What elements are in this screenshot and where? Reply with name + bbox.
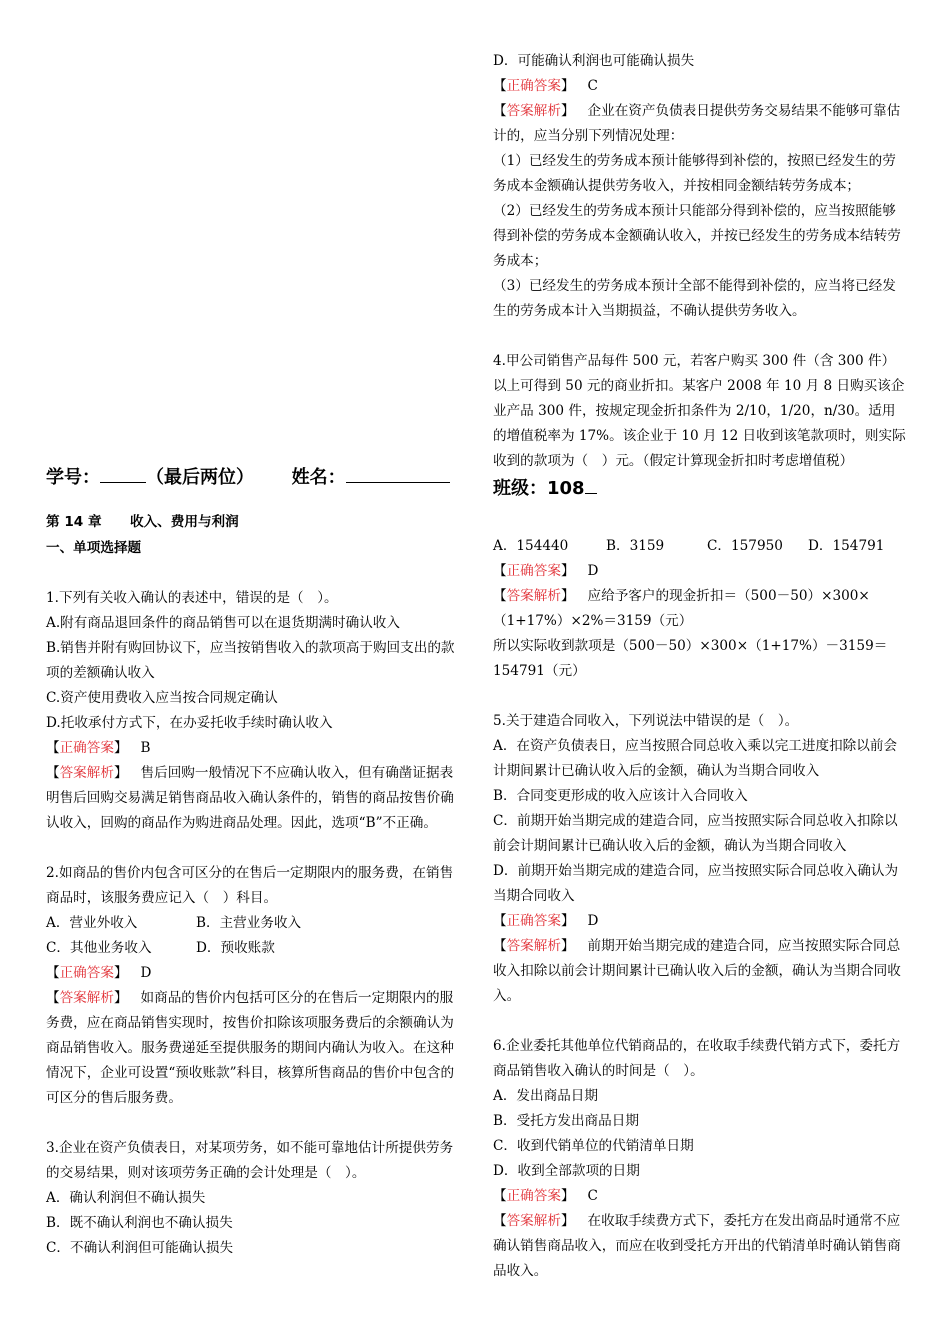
q3-explanation-point-3: （3）已经发生的劳务成本预计全部不能得到补偿的，应当将已经发生的劳务成本计入当期损益，不确认提供劳务收入。 bbox=[493, 278, 896, 319]
q6-explanation-text: 在收取手续费方式下，委托方在发出商品时通常不应确认销售商品收入，而应在收到受托方开出的代销清单时确认销售商品收入。 bbox=[493, 1213, 901, 1279]
chapter-title: 收入、费用与利润 bbox=[129, 514, 239, 530]
correct-answer-label: 正确答案 bbox=[59, 965, 114, 981]
q3-answer-value: C bbox=[587, 78, 598, 94]
q2-explanation: 【答案解析】 如商品的售价内包括可区分的在售后一定期限内的服务费，应在商品销售实现时，按售价扣除该项服务费后的余额确认为商品销售收入。服务费递延至提供服务的期间内确认为收入。在这种情况下，企业可设置“预收账款”科目，核算所售商品的售价中包含的可区分的售后服务费。 bbox=[46, 990, 455, 1106]
q2-option-d: D．预收账款 bbox=[196, 940, 275, 956]
left-column bbox=[46, 461, 458, 1261]
explanation-label: 答案解析 bbox=[506, 588, 561, 604]
name-label: 姓名： bbox=[291, 467, 346, 488]
q5-explanation-text: 前期开始当期完成的建造合同，应当按照实际合同总收入扣除以前会计期间累计已确认收入后的金额，确认为当期合同收入。 bbox=[493, 938, 901, 1004]
class-label bbox=[493, 474, 908, 504]
q1-option-d: D.托收承付方式下，在办妥托收手续时确认收入 bbox=[46, 715, 333, 731]
q4-option-c: C．157950 bbox=[707, 538, 783, 554]
explanation-label: 答案解析 bbox=[59, 990, 114, 1006]
q4-answer: 【正确答案】 D bbox=[493, 563, 599, 579]
q4-explanation-calc: 所以实际收到款项是（500－50）×300×（1+17%）－3159＝154791（元） bbox=[493, 638, 888, 679]
chapter-number: 第 14 章 bbox=[46, 514, 102, 530]
chapter-heading bbox=[46, 509, 458, 535]
q2-options-row-2 bbox=[46, 936, 458, 961]
q5-answer: 【正确答案】 D bbox=[493, 913, 599, 929]
q5-option-d: D．前期开始当期完成的建造合同，应当按照实际合同总收入确认为当期合同收入 bbox=[493, 863, 899, 904]
q3-explanation: 【答案解析】 企业在资产负债表日提供劳务交易结果不能够可靠估计的，应当分别下列情况处理： bbox=[493, 103, 901, 144]
q6-answer: 【正确答案】 C bbox=[493, 1188, 598, 1204]
correct-answer-label: 正确答案 bbox=[59, 740, 114, 756]
student-info-line bbox=[46, 461, 458, 495]
q3-stem: 3.企业在资产负债表日，对某项劳务，如不能可靠地估计所提供劳务的交易结果，则对该项劳务正确的会计处理是（ ）。 bbox=[46, 1140, 454, 1181]
q5-answer-value: D bbox=[587, 913, 599, 929]
explanation-label: 答案解析 bbox=[506, 938, 561, 954]
q3-option-d: D．可能确认利润也可能确认损失 bbox=[493, 53, 695, 69]
correct-answer-label: 正确答案 bbox=[506, 78, 561, 94]
q6-explanation: 【答案解析】 在收取手续费方式下，委托方在发出商品时通常不应确认销售商品收入，而应在收到受托方开出的代销清单时确认销售商品收入。 bbox=[493, 1213, 901, 1279]
q3-answer: 【正确答案】 C bbox=[493, 78, 598, 94]
class-value: 班级：108 bbox=[493, 478, 585, 499]
class-blank bbox=[585, 475, 597, 494]
q1-option-c: C.资产使用费收入应当按合同规定确认 bbox=[46, 690, 278, 706]
q3-option-c: C．不确认利润但可能确认损失 bbox=[46, 1240, 234, 1256]
q2-answer-value: D bbox=[140, 965, 152, 981]
q3-explanation-point-2: （2）已经发生的劳务成本预计只能部分得到补偿的，应当按照能够得到补偿的劳务成本金额确认收入，并按已经发生的劳务成本结转劳务成本； bbox=[493, 203, 901, 269]
right-column bbox=[493, 49, 908, 1284]
q5-stem: 5.关于建造合同收入，下列说法中错误的是（ ）。 bbox=[493, 713, 799, 729]
q1-explanation-text: 售后回购一般情况下不应确认收入，但有确凿证据表明售后回购交易满足销售商品收入确认条件的，销售的商品按售价确认收入，回购的商品作为购进商品处理。因此，选项“B”不正确。 bbox=[46, 765, 454, 831]
q4-options bbox=[493, 534, 908, 559]
q4-explanation: 【答案解析】 应给予客户的现金折扣＝（500－50）×300×（1+17%）×2%＝3159（元） bbox=[493, 588, 870, 629]
q2-stem: 2.如商品的售价内包含可区分的在售后一定期限内的服务费，在销售商品时，该服务费应记入（ ）科目。 bbox=[46, 865, 454, 906]
q1-option-a: A.附有商品退回条件的商品销售可以在退货期满时确认收入 bbox=[46, 615, 400, 631]
q5-option-b: B．合同变更形成的收入应该计入合同收入 bbox=[493, 788, 748, 804]
q4-explanation-text: 应给予客户的现金折扣＝（500－50）×300×（1+17%）×2%＝3159（元） bbox=[493, 588, 870, 629]
correct-answer-label: 正确答案 bbox=[506, 913, 561, 929]
q3-explanation-text: 企业在资产负债表日提供劳务交易结果不能够可靠估计的，应当分别下列情况处理： bbox=[493, 103, 901, 144]
q4-option-d: D．154791 bbox=[808, 538, 885, 554]
correct-answer-label: 正确答案 bbox=[506, 563, 561, 579]
q1-answer-value: B bbox=[140, 740, 151, 756]
q6-option-c: C．收到代销单位的代销清单日期 bbox=[493, 1138, 694, 1154]
q1-explanation: 【答案解析】 售后回购一般情况下不应确认收入，但有确凿证据表明售后回购交易满足销售商品收入确认条件的，销售的商品按售价确认收入，回购的商品作为购进商品处理。因此，选项“B”不正确。 bbox=[46, 765, 454, 831]
explanation-label: 答案解析 bbox=[506, 1213, 561, 1229]
q4-option-a: A．154440 bbox=[493, 538, 569, 554]
explanation-label: 答案解析 bbox=[506, 103, 561, 119]
q2-options-row-1 bbox=[46, 911, 458, 936]
q6-answer-value: C bbox=[587, 1188, 598, 1204]
q4-stem: 4.甲公司销售产品每件 500 元，若客户购买 300 件（含 300 件）以上可得到 50 元的商业折扣。某客户 2008 年 10 月 8 日购买该企业产品 300 件，按规定现金折扣条件为 2/10，1/20，n/30。适用的增值税率为 17%。该企业于 10 月 12 日收到该笔款项时，则实际收到的款项为（ ）元。（假定计算现金折扣时考虑增值税） bbox=[493, 353, 906, 469]
name-blank[interactable] bbox=[346, 464, 450, 483]
q3-option-b: B．既不确认利润也不确认损失 bbox=[46, 1215, 233, 1231]
correct-answer-label: 正确答案 bbox=[506, 1188, 561, 1204]
q5-explanation: 【答案解析】 前期开始当期完成的建造合同，应当按照实际合同总收入扣除以前会计期间累计已确认收入后的金额，确认为当期合同收入。 bbox=[493, 938, 901, 1004]
q5-option-c: C．前期开始当期完成的建造合同，应当按照实际合同总收入扣除以前会计期间累计已确认收入后的金额，确认为当期合同收入 bbox=[493, 813, 898, 854]
q3-option-a: A．确认利润但不确认损失 bbox=[46, 1190, 206, 1206]
explanation-label: 答案解析 bbox=[59, 765, 114, 781]
q2-explanation-text: 如商品的售价内包括可区分的在售后一定期限内的服务费，应在商品销售实现时，按售价扣除该项服务费后的余额确认为商品销售收入。服务费递延至提供服务的期间内确认为收入。在这种情况下，企业可设置“预收账款”科目，核算所售商品的售价中包含的可区分的售后服务费。 bbox=[46, 990, 455, 1106]
q2-option-a: A．营业外收入 bbox=[46, 915, 138, 931]
q1-option-b: B.销售并附有购回协议下，应当按销售收入的款项高于购回支出的款项的差额确认收入 bbox=[46, 640, 455, 681]
q4-answer-value: D bbox=[587, 563, 599, 579]
q1-stem: 1.下列有关收入确认的表述中，错误的是（ ）。 bbox=[46, 590, 338, 606]
q6-option-b: B．受托方发出商品日期 bbox=[493, 1113, 639, 1129]
q2-option-c: C．其他业务收入 bbox=[46, 940, 152, 956]
last-two-digits-note: （最后两位） bbox=[146, 467, 254, 488]
q3-explanation-point-1: （1）已经发生的劳务成本预计能够得到补偿的，按照已经发生的劳务成本金额确认提供劳务收入，并按相同金额结转劳务成本； bbox=[493, 153, 896, 194]
student-id-blank[interactable] bbox=[100, 464, 146, 483]
q2-answer: 【正确答案】 D bbox=[46, 965, 152, 981]
q6-option-d: D．收到全部款项的日期 bbox=[493, 1163, 640, 1179]
q5-option-a: A．在资产负债表日，应当按照合同总收入乘以完工进度扣除以前会计期间累计已确认收入后的金额，确认为当期合同收入 bbox=[493, 738, 898, 779]
q6-option-a: A．发出商品日期 bbox=[493, 1088, 598, 1104]
q6-stem: 6.企业委托其他单位代销商品的，在收取手续费代销方式下，委托方商品销售收入确认的时间是（ ）。 bbox=[493, 1038, 901, 1079]
q2-option-b: B．主营业务收入 bbox=[196, 915, 302, 931]
q4-option-b: B．3159 bbox=[606, 538, 665, 554]
student-id-label: 学号： bbox=[46, 467, 100, 488]
q1-answer: 【正确答案】 B bbox=[46, 740, 151, 756]
section-heading: 一、单项选择题 bbox=[46, 540, 142, 556]
